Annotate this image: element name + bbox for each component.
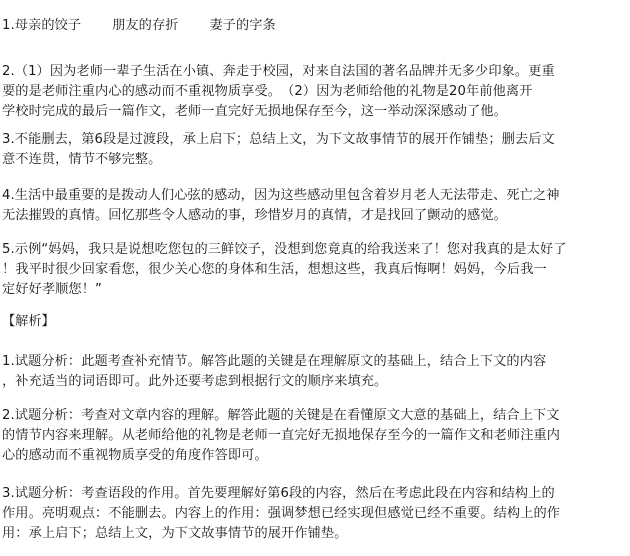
answer-3-line: 3.不能删去，第6段是过渡段，承上启下；总结上文，为下文故事情节的展开作铺垫；删去后文 [2,132,555,147]
analysis-3-line: 3.试题分析：考查语段的作用。首先要理解好第6段的内容，然后在考虑此段在内容和结构上的 [2,486,555,501]
analysis-1-line: ，补充适当的词语即可。此外还要考虑到根据行文的顺序来填充。 [2,374,388,389]
answer-5-line: 定好好孝顺您！” [2,282,102,297]
analysis-1 [2,352,626,392]
answer-5-line: 5.示例“妈妈，我只是说想吃您包的三鲜饺子，没想到您竟真的给我送来了！您对我真的是太好了 [2,242,567,257]
analysis-3-line: 用：承上启下；总结上文，为下文故事情节的展开作铺垫。 [2,526,348,541]
answer-4 [2,186,626,226]
answer-2-line: 学校时完成的最后一篇作文，老师一直完好无损地保存至今，这一举动深深感动了他。 [2,104,507,119]
answer-5-line: ！我平时很少回家看您，很少关心您的身体和生活，想想这些，我真后悔啊！妈妈，今后我一 [2,262,547,277]
answer-3-line: 意不连贯，情节不够完整。 [2,152,162,167]
answer-4-line: 无法摧毁的真情。回忆那些令人感动的事，珍惜岁月的真情，才是找回了颤动的感觉。 [2,208,507,223]
analysis-2 [2,406,626,466]
analysis-2-line: 的情节内容来理解。从老师给他的礼物是老师一直完好无损地保存至今的一篇作文和老师注重内 [2,428,561,443]
analysis-3-line: 作用。亮明观点：不能删去。内容上的作用：强调梦想已经实现但感觉已经不重要。结构上的作 [2,506,561,521]
answer-2-line: 2.（1）因为老师一辈子生活在小镇、奔走于校园，对来自法国的著名品牌并无多少印象。更重 [2,64,555,79]
analysis-2-line: 2.试题分析：考查对文章内容的理解。解答此题的关键是在看懂原文大意的基础上，结合上下文 [2,408,560,423]
answer-1-line: 1.母亲的饺子 朋友的存折 妻子的字条 [2,18,276,33]
answer-4-line: 4.生活中最重要的是拨动人们心弦的感动，因为这些感动里包含着岁月老人无法带走、死亡之神 [2,188,560,203]
answer-2 [2,62,626,122]
analysis-heading: 【解析】 [2,314,55,329]
analysis-1-line: 1.试题分析：此题考查补充情节。解答此题的关键是在理解原文的基础上，结合上下文的内容 [2,354,547,369]
answer-5 [2,240,626,300]
answer-2-line: 要的是老师注重内心的感动而不重视物质享受。 （2）因为老师给他的礼物是20年前他离开 [2,84,533,99]
analysis-2-line: 心的感动而不重视物质享受的角度作答即可。 [2,448,268,463]
answer-3 [2,130,626,170]
answer-1 [2,16,626,36]
analysis-3 [2,484,626,544]
